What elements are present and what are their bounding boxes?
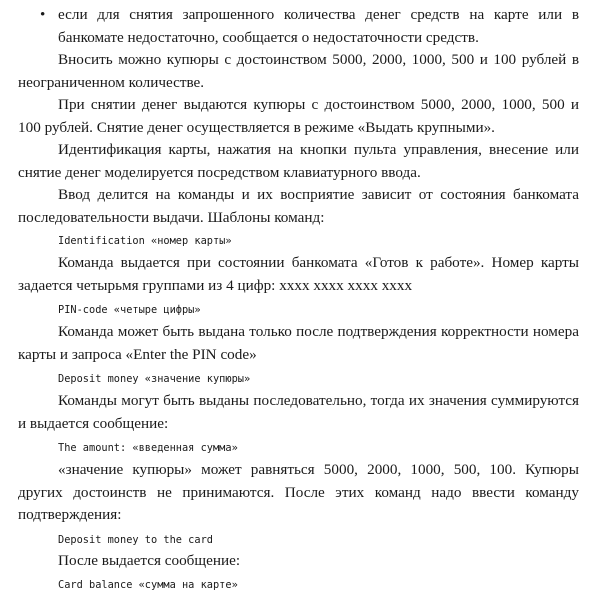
paragraph-denomination-desc: «значение купюры» может равняться 5000, 2000, 1000, 500, 100. Купюры других достоинств не принимаются. После этих команд надо ввести команду подтверждения: (18, 461, 579, 523)
code-amount: The amount: «введенная сумма» (58, 442, 238, 454)
bullet-item-insufficient-funds (18, 4, 579, 49)
bullet-icon: • (40, 6, 46, 23)
paragraph-deposit-desc: Команды могут быть выданы последовательно, тогда их значения суммируются и выдается сообщение: (18, 392, 579, 432)
code-card-balance: Card balance «сумма на карте» (58, 579, 238, 591)
paragraph-commands-intro: Ввод делится на команды и их восприятие зависит от состояния банкомата последовательности выдачи. Шаблоны команд: (18, 186, 579, 226)
bullet-text: если для снятия запрошенного количества денег средств на карте или в банкомате недостаточно, сообщается о недостаточности средств. (58, 6, 579, 46)
paragraph-deposit-notes: Вносить можно купюры с достоинством 5000, 2000, 1000, 500 и 100 рублей в неограниченном количестве. (18, 51, 579, 91)
code-pin: PIN-code «четыре цифры» (58, 304, 201, 316)
paragraph-keyboard-input: Идентификация карты, нажатия на кнопки пульта управления, внесение или снятие денег моделируется посредством клавиатурного ввода. (18, 141, 579, 181)
paragraph-after-message: После выдается сообщение: (58, 551, 241, 569)
paragraph-identification-desc: Команда выдается при состоянии банкомата «Готов к работе». Номер карты задается четырьмя группами из 4 цифр: xxxx xxxx xxxx xxxx (18, 254, 579, 294)
paragraph-withdraw-notes: При снятии денег выдаются купюры с достоинством 5000, 2000, 1000, 500 и 100 рублей. Снятие денег осуществляется в режиме «Выдать крупными». (18, 96, 579, 136)
code-deposit-confirm: Deposit money to the card (58, 533, 213, 546)
code-deposit-money: Deposit money «значение купюры» (58, 373, 251, 385)
code-identification: Identification «номер карты» (58, 235, 232, 247)
document-page (18, 4, 579, 592)
paragraph-pin-desc: Команда может быть выдана только после подтверждения корректности номера карты и запроса «Enter the PIN code» (18, 323, 579, 363)
